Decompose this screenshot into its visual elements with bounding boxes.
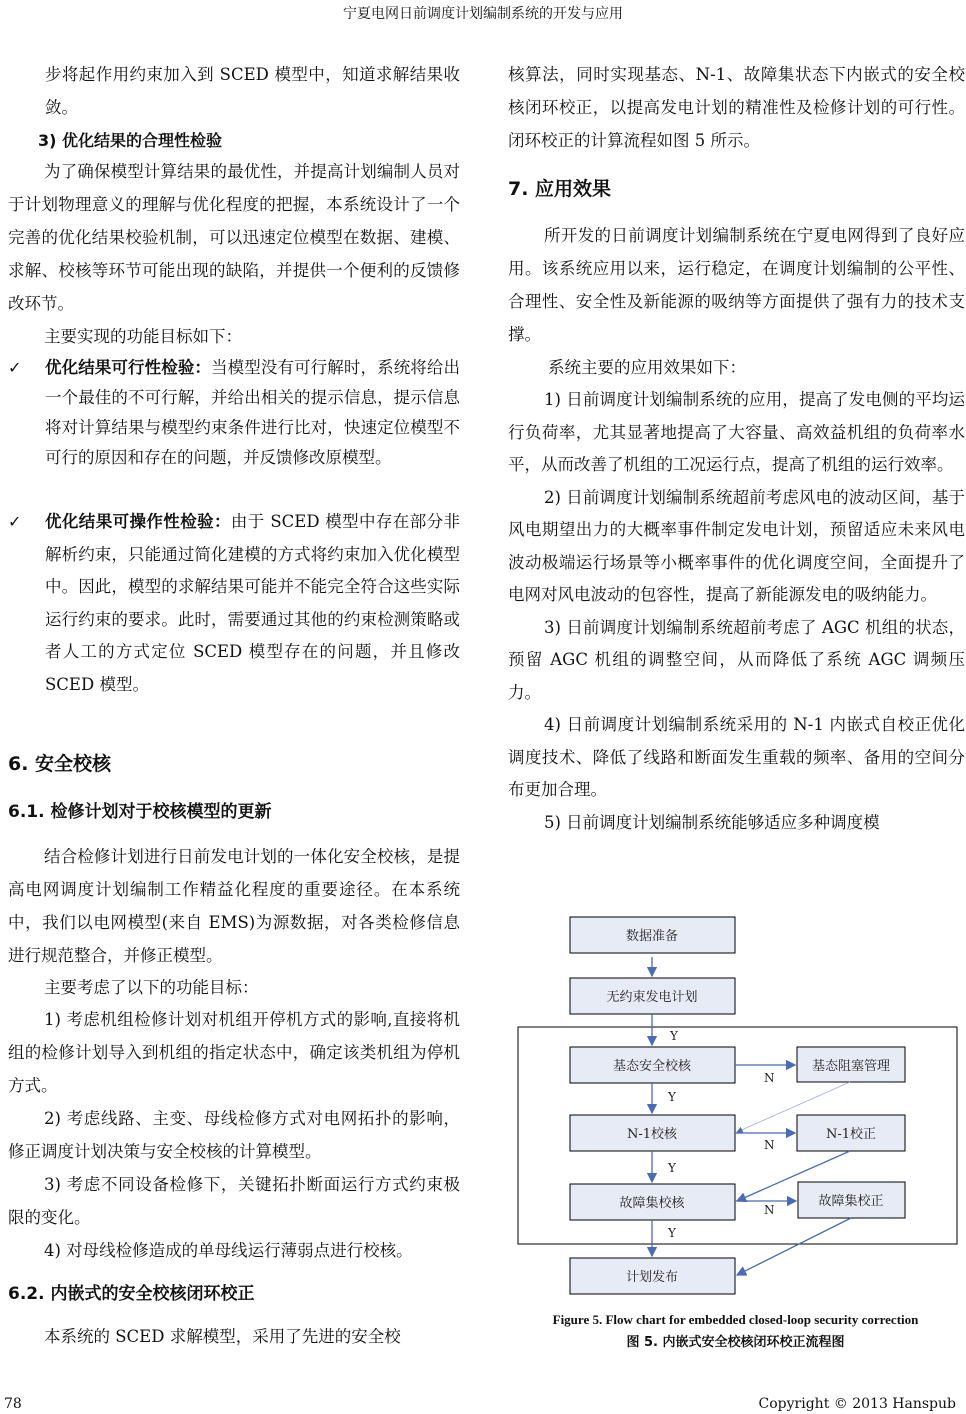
no-label: N — [764, 1071, 775, 1085]
paragraph: 系统主要的应用效果如下： — [548, 358, 746, 377]
list-item: 3) 日前调度计划编制系统超前考虑了 AGC 机组的状态，预留 AGC 机组的调整空间，从而降低了系统 AGC 调频压力。 — [508, 617, 965, 702]
bullet-text: 当模型没有可行解时，系统将给出一个最佳的不可行解，并给出相关的提示信息，提示信息将对计算结果与模型约束条件进行比对，快速定位模型不可行的原因和存在的问题，并反馈修改原模型。 — [45, 358, 461, 467]
bullet-text: 由于 SCED 模型中存在部分非解析约束，只能通过简化建模的方式将约束加入优化模型中。因此，模型的求解结果可能并不能完全符合这些实际运行约束的要求。此时，需要通过其他的约束检测策略或者人工的方式定位 SCED 模型存在的问题，并且修改 SCED 模型。 — [45, 512, 460, 694]
node-fault-correct: 故障集校正 — [818, 1194, 884, 1209]
page-number: 78 — [4, 1396, 22, 1412]
no-label: N — [764, 1138, 775, 1152]
paragraph: 主要实现的功能目标如下： — [44, 327, 242, 346]
node-data-prep: 数据准备 — [625, 929, 679, 944]
flowchart — [510, 910, 966, 1305]
node-n1-check: N-1校核 — [626, 1127, 678, 1142]
paragraph: 所开发的日前调度计划编制系统在宁夏电网得到了良好应用。该系统应用以来，运行稳定，在调度计划编制的公平性、合理性、安全性及新能源的吸纳等方面提供了强有力的技术支撑。 — [508, 226, 965, 344]
section-heading: 6. 安全校核 — [8, 753, 112, 775]
bullet-item — [45, 506, 460, 701]
yes-label: Y — [668, 1161, 676, 1175]
node-fault-check: 故障集校核 — [619, 1196, 685, 1211]
paragraph: 核算法，同时实现基态、N-1、故障集状态下内嵌式的安全校核闭环校正，以提高发电计划的精准性及检修计划的可行性。闭环校正的计算流程如图 5 所示。 — [508, 65, 965, 150]
copyright: Copyright © 2013 Hanspub — [758, 1396, 956, 1412]
bullet-item — [45, 353, 460, 473]
paragraph: 步将起作用约束加入到 SCED 模型中，知道求解结果收敛。 — [45, 65, 460, 117]
paragraph: 结合检修计划进行日前发电计划的一体化安全校核，是提高电网调度计划编制工作精益化程度的重要途径。在本系统中，我们以电网模型(来自 EMS)为源数据，对各类检修信息进行规范整合，并修正模型。 — [8, 847, 460, 965]
subsection-heading: 6.1. 检修计划对于校核模型的更新 — [8, 802, 272, 822]
paragraph: 为了确保模型计算结果的最优性，并提高计划编制人员对于计划物理意义的理解与优化程度的把握，本系统设计了一个完善的优化结果校验机制，可以迅速定位模型在数据、建模、求解、校核等环节可能出现的缺陷，并提供一个便利的反馈修改环节。 — [8, 162, 460, 313]
list-item: 5) 日前调度计划编制系统能够适应多种调度模 — [544, 812, 880, 832]
yes-label: Y — [670, 1029, 678, 1043]
node-publish: 计划发布 — [625, 1270, 679, 1285]
bullet-title: 优化结果可操作性检验： — [45, 512, 231, 531]
yes-label: Y — [668, 1090, 676, 1104]
check-icon: ✓ — [8, 358, 22, 377]
list-item: 2) 考虑线路、主变、母线检修方式对电网拓扑的影响，修正调度计划决策与安全校核的计算模型。 — [8, 1109, 460, 1161]
list-item: 4) 日前调度计划编制系统采用的 N-1 内嵌式自校正优化调度技术、降低了线路和断面发生重载的频率、备用的空间分布更加合理。 — [508, 715, 965, 799]
check-icon: ✓ — [8, 512, 22, 531]
figure-caption-en: Figure 5. Flow chart for embedded closed-loop security correction — [552, 1312, 919, 1327]
node-unconstrained: 无约束发电计划 — [606, 990, 698, 1005]
paragraph: 主要考虑了以下的功能目标： — [44, 978, 259, 997]
yes-label: Y — [668, 1226, 676, 1240]
list-item: 4) 对母线检修造成的单母线运行薄弱点进行校核。 — [44, 1241, 413, 1260]
list-item: 2) 日前调度计划编制系统超前考虑风电的波动区间，基于风电期望出力的大概率事件制定发电计划，预留适应未来风电波动极端运行场景等小概率事件的优化调度空间，全面提升了电网对风电波动的包容性，提高了新能源发电的吸纳能力。 — [508, 487, 965, 604]
node-n1-correct: N-1校正 — [825, 1127, 877, 1142]
list-item: 1) 考虑机组检修计划对机组开停机方式的影响,直接将机组的检修计划导入到机组的指定状态中，确定该类机组为停机方式。 — [8, 1010, 460, 1095]
section-heading: 7. 应用效果 — [508, 178, 612, 200]
list-item: 1) 日前调度计划编制系统的应用，提高了发电侧的平均运行负荷率，尤其显著地提高了大容量、高效益机组的负荷率水平，从而改善了机组的工况运行点，提高了机组的运行效率。 — [508, 390, 965, 474]
node-base-congestion: 基态阻塞管理 — [811, 1059, 891, 1074]
list-item: 3) 考虑不同设备检修下，关键拓扑断面运行方式约束极限的变化。 — [8, 1175, 460, 1227]
figure-caption-cn: 图 5. 内嵌式安全校核闭环校正流程图 — [626, 1335, 845, 1350]
paragraph: 本系统的 SCED 求解模型，采用了先进的安全校 — [44, 1327, 401, 1346]
bullet-title: 优化结果可行性检验： — [45, 358, 212, 377]
no-label: N — [764, 1203, 775, 1217]
results-list — [508, 384, 965, 839]
subsection-heading: 6.2. 内嵌式的安全校核闭环校正 — [8, 1284, 255, 1304]
node-base-check: 基态安全校核 — [612, 1059, 692, 1074]
running-header: 宁夏电网日前调度计划编制系统的开发与应用 — [343, 6, 623, 22]
subheading: 3) 优化结果的合理性检验 — [38, 131, 223, 150]
